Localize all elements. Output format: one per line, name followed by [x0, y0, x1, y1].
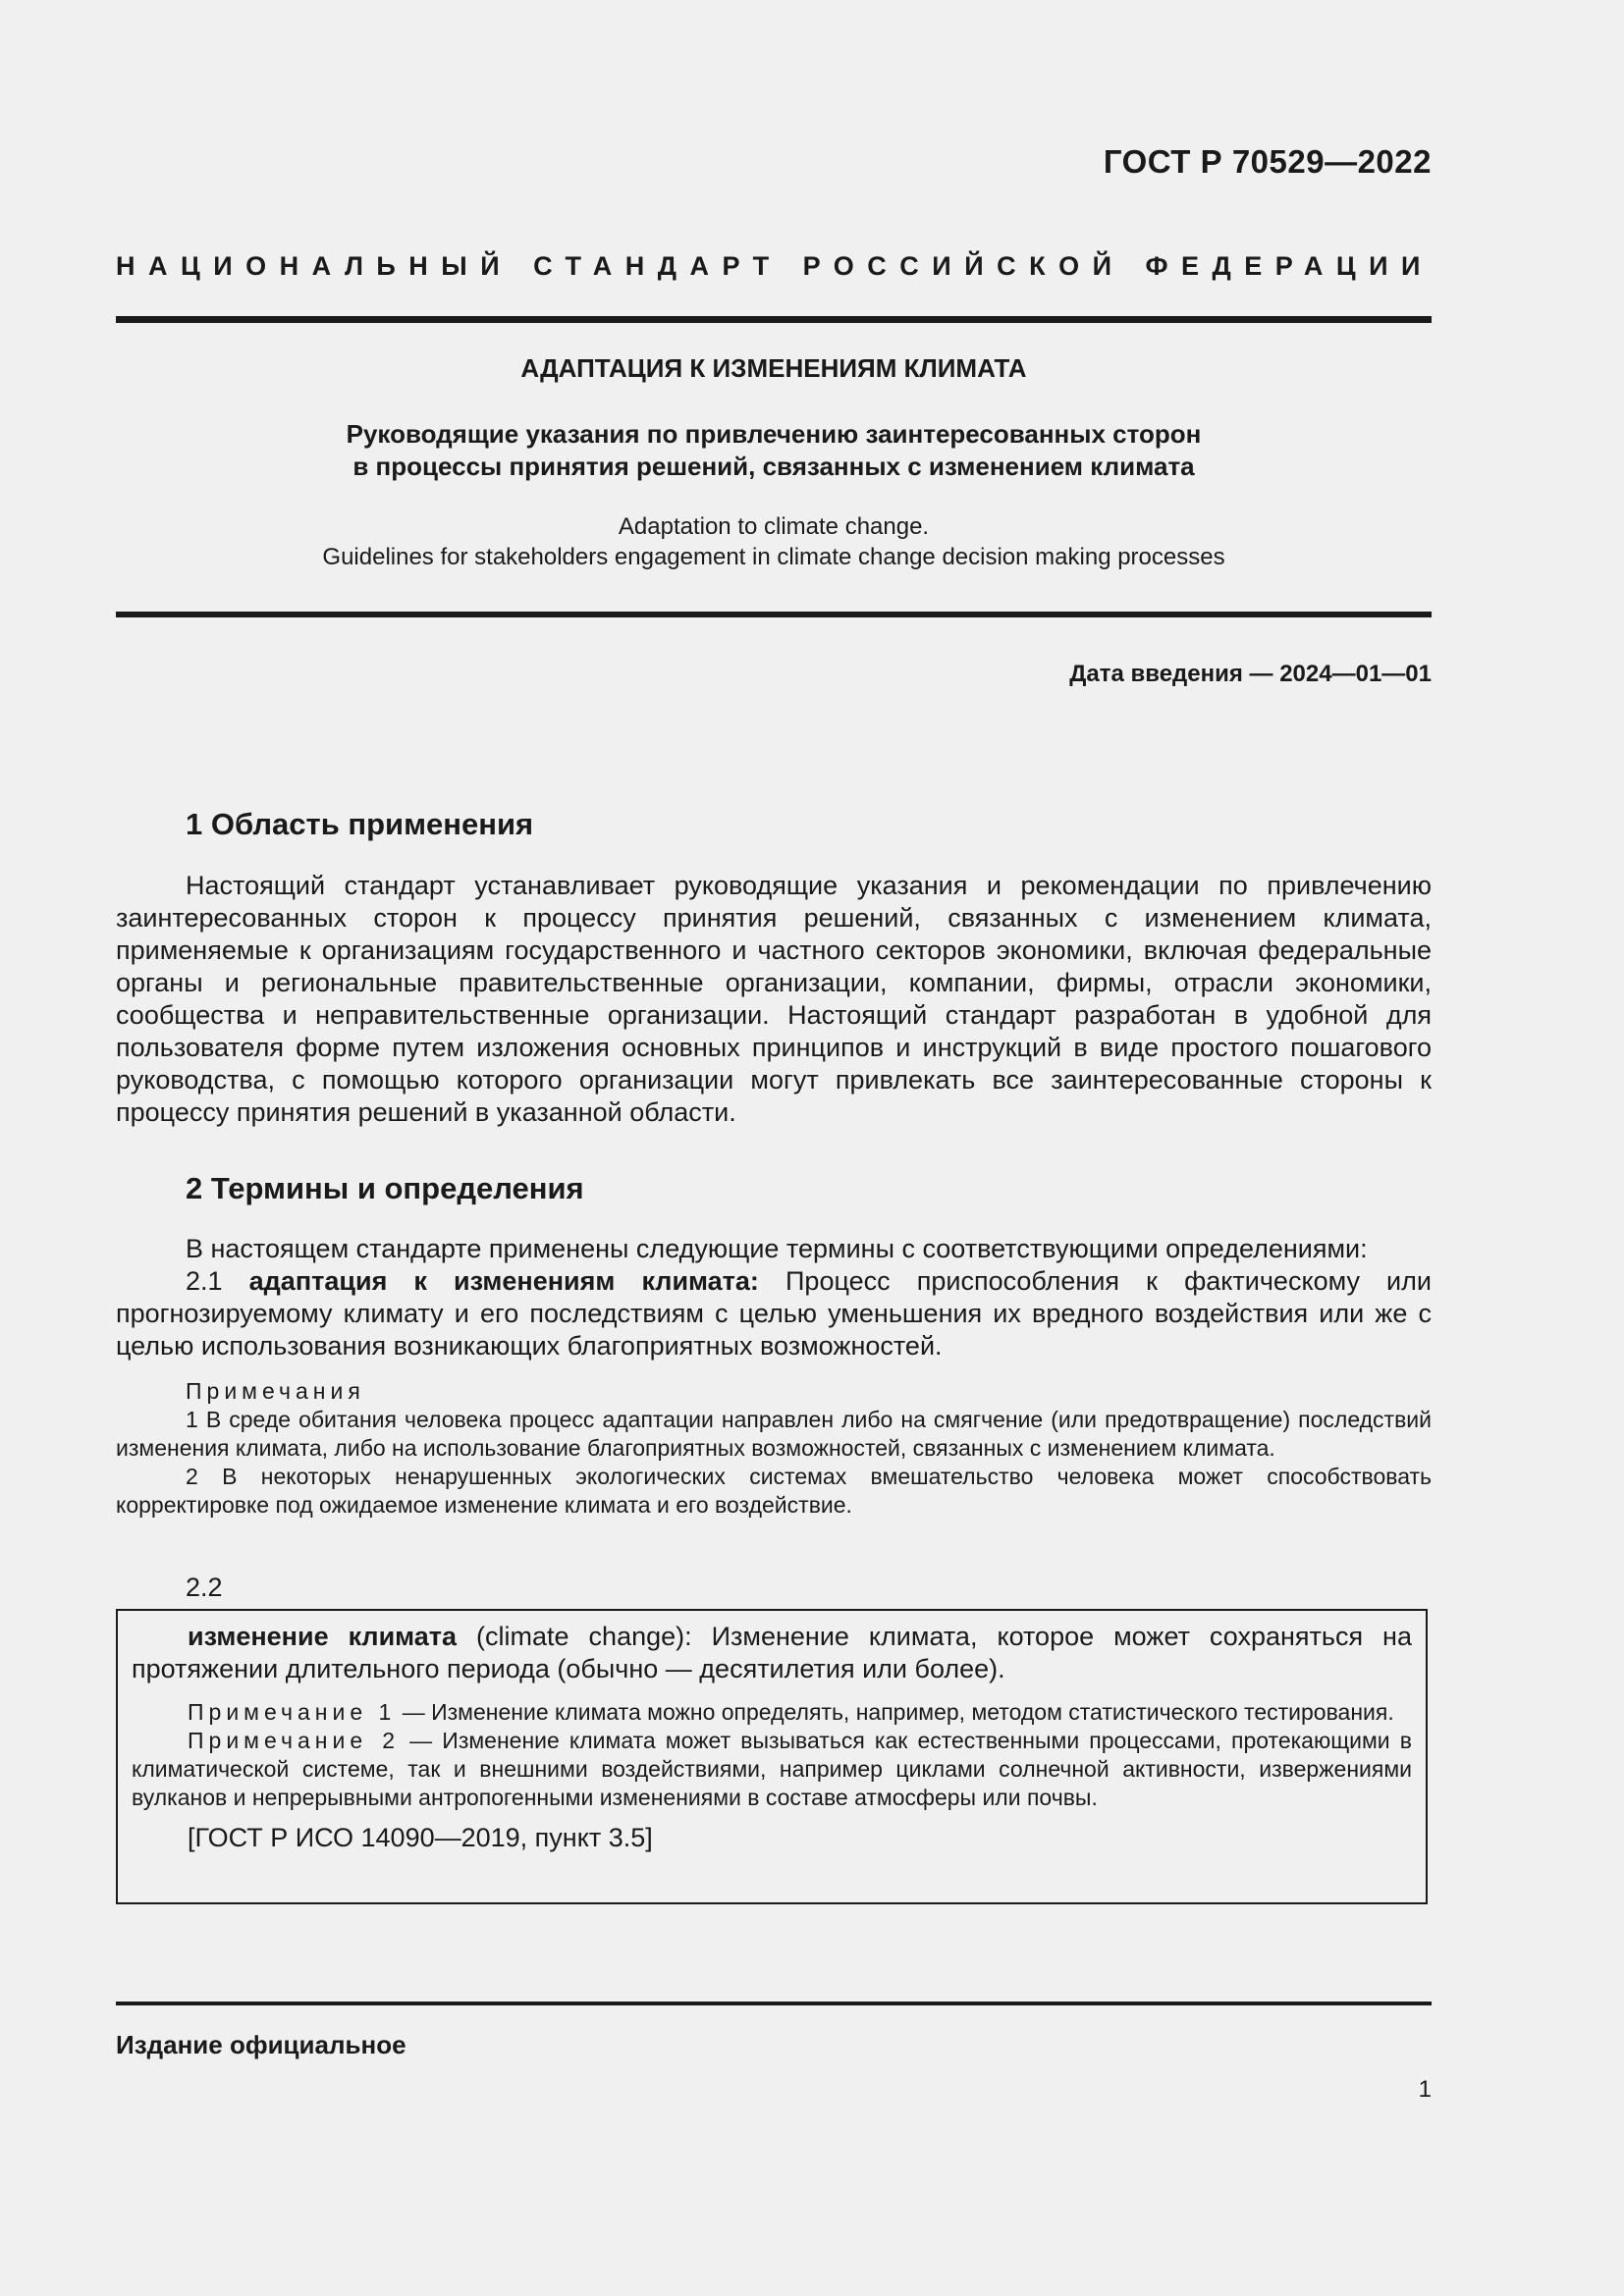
- document-subtitle: [116, 418, 1432, 483]
- footer-divider: [116, 2002, 1432, 2005]
- term-2-2-box: [116, 1609, 1428, 1904]
- term-2-2-term: изменение климата: [188, 1622, 458, 1651]
- term-2-1-term: адаптация к изменениям климата:: [248, 1266, 759, 1296]
- document-subtitle-line: в процессы принятия решений, связанных с изменением климата: [352, 452, 1195, 481]
- term-2-2-text: Изменение климата, которое может сохраняться на протяжении длительного периода (обычно — десятилетия или более).: [132, 1622, 1412, 1683]
- term-2-2-number: 2.2: [186, 1573, 223, 1602]
- english-title-line: Adaptation to climate change.: [618, 513, 930, 540]
- document-subtitle-line: Руководящие указания по привлечению заинтересованных сторон: [346, 419, 1202, 449]
- official-edition-label: Издание официальное: [116, 2030, 406, 2059]
- term-2-1: [116, 1265, 1432, 1362]
- section-1-body: [116, 870, 1432, 1129]
- section-1-paragraph: Настоящий стандарт устанавливает руководящие указания и рекомендации по привлечению заинтересованных сторон к процессу принятия решений, связанных с изменением климата, применяемые к организациям государственного и частного секторов экономики, включая федеральные органы и региональные правительственные организации, компании, фирмы, отрасли экономики, сообщества и неправительственные организации. Настоящий стандарт разработан в удобной для пользователя форме путем изложения основных принципов и инструкций в виде простого пошагового руководства, с помощью которого организации могут привлекать все заинтересованные стороны к процессу принятия решений в указанной области.: [116, 871, 1432, 1127]
- document-number: ГОСТ Р 70529—2022: [1103, 143, 1432, 180]
- page-number: 1: [1418, 2076, 1432, 2103]
- english-title-line: Guidelines for stakeholders engagement in climate change decision making processes: [322, 544, 1225, 570]
- box-note-1: [132, 1698, 1412, 1727]
- national-standard-heading: НАЦИОНАЛЬНЫЙ СТАНДАРТ РОССИЙСКОЙ ФЕДЕРАЦИИ: [116, 251, 1434, 281]
- introduction-date: Дата введения — 2024—01—01: [1069, 661, 1432, 687]
- top-divider: [116, 316, 1432, 323]
- box-note-2-label: Примечание 2: [188, 1728, 401, 1753]
- box-note-2-text: — Изменение климата может вызываться как естественными процессами, протекающими в климатической системе, так и внешними воздействиями, например циклами солнечной активности, извержениями вулканов и непрерывными антропогенными изменениями в составе атмосферы или почвы.: [132, 1728, 1412, 1810]
- note-2: 2 В некоторых ненарушенных экологических системах вмешательство человека может способствовать корректировке под ожидаемое изменение климата и его воздействие.: [116, 1464, 1432, 1518]
- term-2-2-notes: [132, 1698, 1412, 1812]
- note-1: 1 В среде обитания человека процесс адаптации направлен либо на смягчение (или предотвращение) последствий изменения климата, либо на использование благоприятных возможностей, связанных с изменением климата.: [116, 1407, 1432, 1461]
- section-2-body: [116, 1233, 1432, 1362]
- document-title: АДАПТАЦИЯ К ИЗМЕНЕНИЯМ КЛИМАТА: [520, 353, 1027, 383]
- box-note-1-label: Примечание 1: [188, 1699, 397, 1725]
- section-1-title: 1 Область применения: [186, 807, 534, 841]
- english-title: [116, 511, 1432, 572]
- box-note-2: [132, 1727, 1412, 1812]
- term-2-1-number: 2.1: [186, 1266, 223, 1296]
- box-note-1-text: — Изменение климата можно определять, например, методом статистического тестирования.: [402, 1699, 1394, 1725]
- section-2-intro: В настоящем стандарте применены следующие термины с соответствующими определениями:: [186, 1234, 1368, 1263]
- term-2-2-definition: [132, 1621, 1412, 1685]
- term-2-2-english: (climate change):: [476, 1622, 692, 1651]
- document-page: [116, 0, 1432, 2296]
- notes-label: Примечания: [186, 1378, 365, 1404]
- term-2-2-source: [ГОСТ Р ИСО 14090—2019, пункт 3.5]: [188, 1823, 653, 1852]
- term-2-1-notes: [116, 1377, 1432, 1520]
- title-divider: [116, 612, 1432, 617]
- section-2-title: 2 Термины и определения: [186, 1171, 584, 1205]
- term-2-1-definition: Процесс приспособления к фактическому или прогнозируемому климату и его последствиям с целью уменьшения их вредного воздействия или же с целью использования возникающих благоприятных возможностей.: [116, 1266, 1432, 1361]
